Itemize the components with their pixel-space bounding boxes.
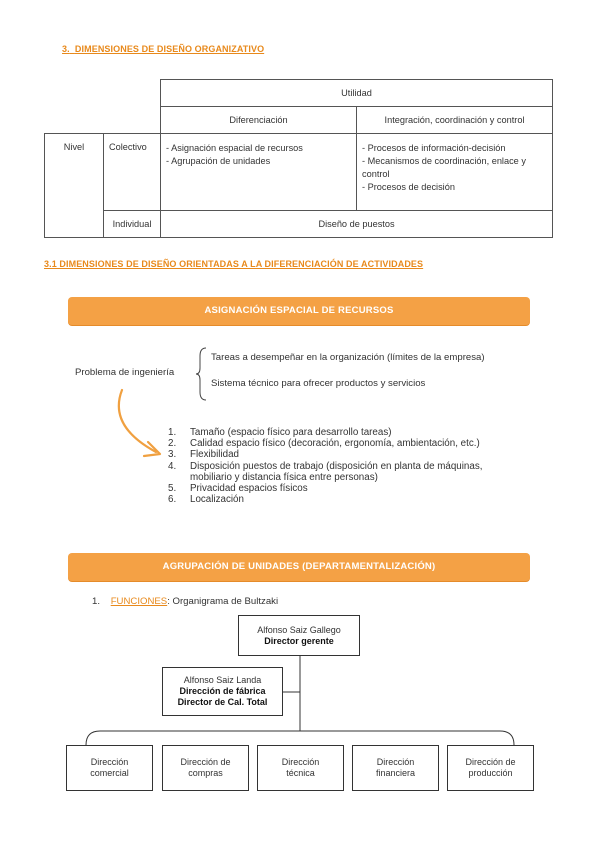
- list-item-text: Flexibilidad: [190, 449, 240, 461]
- ceo-role: Director gerente: [264, 635, 334, 646]
- banner-asignacion: ASIGNACIÓN ESPACIAL DE RECURSOS: [68, 297, 530, 325]
- problema-branch-1: Tareas a desempeñar en la organización (límites de la empresa): [211, 352, 485, 363]
- individual-cell: Individual: [104, 211, 161, 238]
- list-item-number: 4.: [168, 460, 177, 472]
- list-item-text: Calidad espacio físico (decoración, ergonomía, ambientación, etc.): [190, 438, 480, 450]
- funciones-link[interactable]: FUNCIONES: [110, 596, 168, 607]
- list-item-number: 1.: [168, 427, 177, 438]
- puestos-cell: Diseño de puestos: [161, 211, 553, 238]
- colectivo-cell: Colectivo: [104, 134, 161, 211]
- section-3-title: DIMENSIONES DE DISEÑO ORGANIZATIVO: [74, 44, 265, 54]
- int-item: - Mecanismos de coordinación, enlace y control: [362, 156, 526, 179]
- staff-name: Alfonso Saiz Landa: [183, 675, 262, 685]
- org-box-comercial: [66, 745, 153, 791]
- org-box-tecnica: [257, 745, 344, 791]
- banner-agrupacion: AGRUPACIÓN DE UNIDADES (DEPARTAMENTALIZACIÓN): [68, 553, 530, 581]
- dept-line-2: compras: [188, 768, 223, 778]
- problema-branch-2: Sistema técnico para ofrecer productos y servicios: [211, 378, 426, 389]
- org-box-director-gerente: [238, 615, 360, 656]
- org-box-compras: [162, 745, 249, 791]
- dept-line-1: Dirección: [376, 757, 415, 767]
- dept-line-1: Dirección: [90, 757, 129, 767]
- dept-line-2: financiera: [375, 768, 416, 778]
- int-item: - Procesos de decisión: [362, 182, 455, 192]
- int-item: - Procesos de información-decisión: [362, 143, 506, 153]
- dif-item: - Agrupación de unidades: [166, 156, 271, 166]
- problema-label: Problema de ingeniería: [75, 367, 175, 378]
- list-item-text: Disposición puestos de trabajo (disposición en planta de máquinas, mobiliario y distancia física entre personas): [190, 460, 483, 483]
- dif-item: - Asignación espacial de recursos: [166, 143, 303, 153]
- diferenciacion-header: Diferenciación: [161, 107, 357, 134]
- dept-line-1: Dirección de: [465, 757, 516, 767]
- dept-line-2: técnica: [286, 768, 315, 778]
- org-box-financiera: [352, 745, 439, 791]
- dept-line-1: Dirección: [281, 757, 320, 767]
- org-box-direccion-fabrica: [162, 667, 283, 716]
- dept-line-2: comercial: [90, 768, 129, 778]
- nivel-cell: Nivel: [45, 134, 104, 238]
- list-item-text: Privacidad espacios físicos: [190, 483, 308, 495]
- list-item-text: Tamaño (espacio físico para desarrollo tareas): [190, 427, 392, 438]
- funciones-rest: : Organigrama de Bultzaki: [167, 596, 279, 607]
- list-item-number: 2.: [168, 438, 177, 450]
- utilidad-header: Utilidad: [161, 80, 553, 107]
- dept-line-2: producción: [468, 768, 513, 778]
- section-31-heading: 3.1 DIMENSIONES DE DISEÑO ORIENTADAS A LA DIFERENCIACIÓN DE ACTIVIDADES: [44, 259, 424, 269]
- integracion-header: Integración, coordinación y control: [357, 107, 553, 134]
- section-3-number: 3.: [62, 44, 70, 54]
- list-item-number: 3.: [168, 449, 177, 461]
- list-item-number: 6.: [168, 494, 177, 506]
- ceo-name: Alfonso Saiz Gallego: [257, 624, 341, 635]
- staff-role-2: Director de Cal. Total: [177, 697, 268, 707]
- staff-role-1: Dirección de fábrica: [179, 686, 266, 696]
- org-box-produccion: [447, 745, 534, 791]
- list-item-text: Localización: [190, 494, 244, 506]
- funciones-number: 1.: [92, 596, 101, 607]
- list-item-number: 5.: [168, 483, 177, 495]
- dept-line-1: Dirección de: [180, 757, 231, 767]
